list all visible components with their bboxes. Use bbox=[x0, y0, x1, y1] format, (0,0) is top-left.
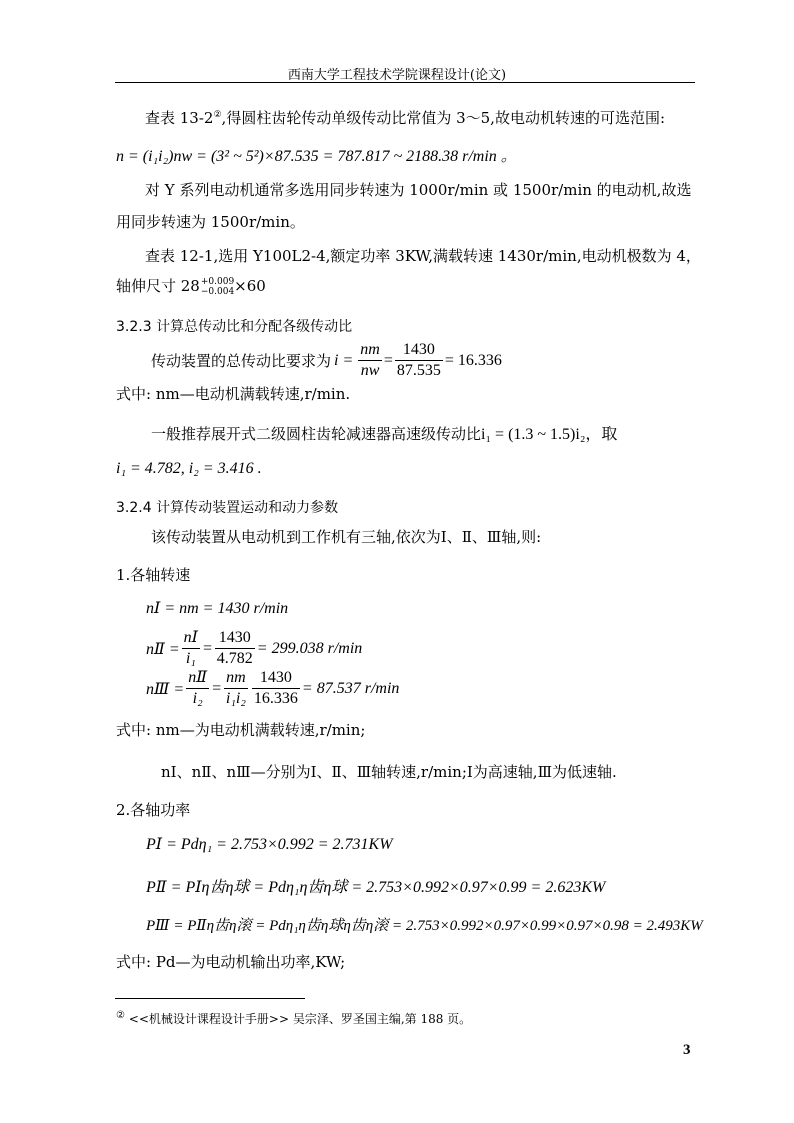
symbol-i: i = bbox=[334, 351, 354, 369]
formula-n2 bbox=[146, 628, 362, 669]
footnote bbox=[116, 1010, 471, 1027]
den: i₁ bbox=[185, 650, 196, 667]
num: nⅡ bbox=[186, 668, 209, 689]
fraction-values bbox=[395, 340, 443, 381]
para-y-series-1: 对 Y 系列电动机通常多选用同步转速为 1000r/min 或 1500r/min 的电动机,故选 bbox=[145, 181, 692, 199]
result: = 299.038 r/min bbox=[256, 639, 363, 657]
den: 4.782 bbox=[216, 650, 253, 667]
fraction-2 bbox=[224, 668, 248, 709]
para-lookup-table bbox=[145, 108, 665, 128]
note-nm-2: 式中: nm—为电动机满载转速,r/min; bbox=[116, 721, 366, 739]
eq: = bbox=[202, 639, 213, 657]
tolerance-upper: +0.009 bbox=[200, 277, 235, 287]
num: 1430 bbox=[252, 668, 300, 689]
fraction-2 bbox=[215, 628, 255, 669]
text-l6a: 轴伸尺寸 28 bbox=[116, 277, 200, 295]
fraction-1 bbox=[182, 628, 200, 669]
den: nw bbox=[360, 362, 380, 379]
formula-n1: nⅠ = nm = 1430 r/min bbox=[146, 600, 289, 617]
subheading-speeds: 1.各轴转速 bbox=[116, 566, 191, 584]
header-rule bbox=[115, 82, 695, 83]
formula-i1: i₁ = (1.3 ~ 1.5)i₂，取 bbox=[481, 426, 618, 443]
formula-speed-range: n = (i₁i₂)nw = (3² ~ 5²)×87.535 = 787.817 ~ 2188.38 r/min 。 bbox=[116, 148, 517, 165]
footnote-text: <<机械设计课程设计手册>> 吴宗泽、罗圣国主编,第 188 页。 bbox=[128, 1012, 472, 1026]
para-y-series-2: 用同步转速为 1500r/min。 bbox=[116, 213, 305, 231]
eq: = bbox=[383, 351, 393, 369]
text-l9a: 一般推荐展开式二级圆柱齿轮减速器高速级传动比 bbox=[151, 425, 482, 443]
text-l6b: ×60 bbox=[234, 277, 266, 295]
footnote-rule bbox=[115, 998, 305, 999]
den: 16.336 bbox=[253, 690, 298, 707]
para-shaft-size bbox=[116, 276, 266, 297]
den: 87.535 bbox=[396, 362, 441, 379]
section-heading-324: 3.2.4 计算传动装置运动和动力参数 bbox=[116, 500, 339, 516]
num: 1430 bbox=[395, 340, 443, 361]
para-three-shafts: 该传动装置从电动机到工作机有三轴,依次为Ⅰ、Ⅱ、Ⅲ轴,则: bbox=[151, 528, 542, 546]
note-nm: 式中: nm—电动机满载转速,r/min. bbox=[116, 385, 351, 403]
den: i₁i₂ bbox=[225, 690, 246, 707]
page-header: 西南大学工程技术学院课程设计(论文) bbox=[287, 68, 507, 83]
note-shaft-speeds: nⅠ、nⅡ、nⅢ—分别为Ⅰ、Ⅱ、Ⅲ轴转速,r/min;Ⅰ为高速轴,Ⅲ为低速轴. bbox=[161, 763, 617, 781]
result: = 87.537 r/min bbox=[301, 679, 400, 697]
para-motor-select: 查表 12-1,选用 Y100L2-4,额定功率 3KW,满载转速 1430r/min,电动机极数为 4， bbox=[145, 247, 701, 265]
num: nm bbox=[358, 340, 382, 361]
result: = 16.336 bbox=[444, 351, 502, 369]
text-l1b: ,得圆柱齿轮传动单级传动比常值为 3～5,故电动机转速的可选范围: bbox=[221, 109, 665, 127]
num: 1430 bbox=[215, 628, 255, 649]
num: nm bbox=[224, 668, 248, 689]
eq: = bbox=[211, 679, 222, 697]
formula-p3: PⅢ = PⅡη齿η滚 = Pdη₁η齿η球η齿η滚 = 2.753×0.992×0.97×0.99×0.97×0.98 = 2.493KW bbox=[146, 918, 703, 934]
fraction-nm-nw bbox=[358, 340, 382, 381]
footnote-mark: ② bbox=[116, 1010, 125, 1021]
fraction-3 bbox=[252, 668, 300, 709]
formula-p2: PⅡ = PⅠη齿η球 = Pdη₁η齿η球 = 2.753×0.992×0.97×0.99 = 2.623KW bbox=[146, 879, 606, 896]
para-ratio-recommend bbox=[151, 424, 617, 445]
formula-total-ratio bbox=[151, 340, 502, 381]
tolerance bbox=[201, 277, 234, 297]
tolerance-lower: −0.004 bbox=[200, 287, 235, 297]
num: nⅠ bbox=[182, 628, 200, 649]
lhs: nⅢ = bbox=[146, 680, 185, 698]
note-pd: 式中: Pd—为电动机输出功率,KW; bbox=[116, 953, 346, 971]
formula-ratios: i₁ = 4.782, i₂ = 3.416 . bbox=[116, 460, 262, 477]
formula-p1: PⅠ = Pdη₁ = 2.753×0.992 = 2.731KW bbox=[146, 836, 393, 853]
den: i₂ bbox=[192, 690, 203, 707]
formula-n3 bbox=[146, 668, 399, 709]
text-l1a: 查表 13-2 bbox=[145, 109, 214, 127]
footnote-ref: ② bbox=[213, 110, 222, 120]
lhs: nⅡ = bbox=[146, 640, 180, 658]
fraction-1 bbox=[186, 668, 209, 709]
text-l7a: 传动装置的总传动比要求为 bbox=[151, 351, 332, 370]
section-heading-323: 3.2.3 计算总传动比和分配各级传动比 bbox=[116, 319, 353, 335]
subheading-powers: 2.各轴功率 bbox=[116, 801, 191, 819]
page-number: 3 bbox=[683, 1042, 691, 1058]
